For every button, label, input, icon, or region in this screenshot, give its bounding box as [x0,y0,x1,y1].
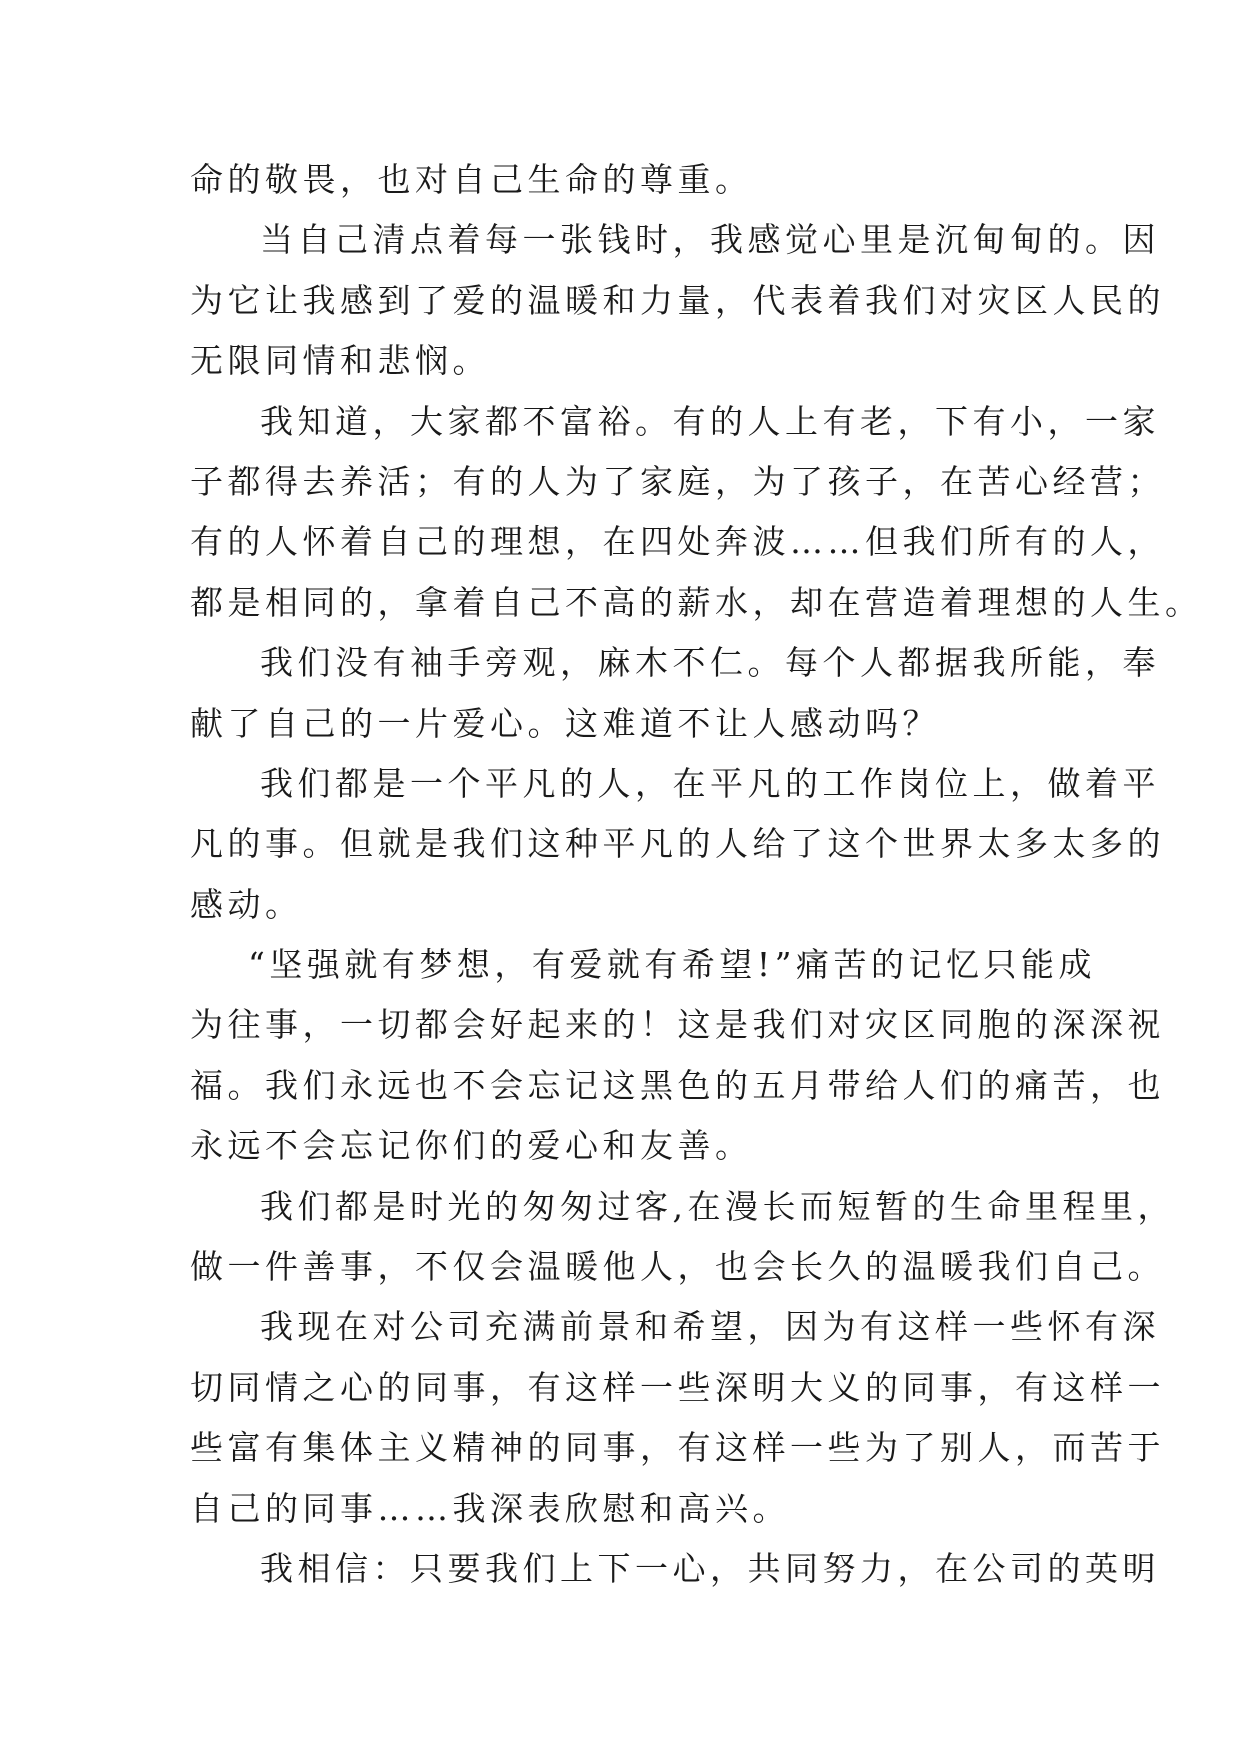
text-line: 我知道，大家都不富裕。有的人上有老，下有小，一家 [260,401,1160,441]
text-line: 当自己清点着每一张钱时，我感觉心里是沉甸甸的。因 [260,220,1160,260]
text-line: 我们都是时光的匆匆过客,在漫长而短暂的生命里程里， [260,1186,1175,1226]
text-line: “坚强就有梦想，有爱就有希望!”痛苦的记忆只能成 [248,945,1097,985]
text-line: 我们都是一个平凡的人，在平凡的工作岗位上，做着平 [260,763,1160,803]
text-line: 为往事，一切都会好起来的！这是我们对灾区同胞的深深祝 [190,1005,1165,1045]
text-line: 我相信：只要我们上下一心，共同努力，在公司的英明 [260,1548,1160,1588]
text-line: 切同情之心的同事，有这样一些深明大义的同事，有这样一 [190,1367,1165,1407]
document-body [190,150,1203,1599]
text-line: 自己的同事……我深表欣慰和高兴。 [190,1488,790,1528]
text-line: 都是相同的，拿着自己不高的薪水，却在营造着理想的人生。 [190,582,1203,622]
text-line: 些富有集体主义精神的同事，有这样一些为了别人，而苦于 [190,1428,1165,1468]
text-line: 我们没有袖手旁观，麻木不仁。每个人都据我所能，奉 [260,643,1160,683]
text-line: 为它让我感到了爱的温暖和力量，代表着我们对灾区人民的 [190,280,1165,320]
text-line: 无限同情和悲悯。 [190,341,490,381]
text-line: 献了自己的一片爱心。这难道不让人感动吗？ [190,703,940,743]
text-line: 凡的事。但就是我们这种平凡的人给了这个世界太多太多的 [190,824,1165,864]
document-page [190,150,1203,1599]
text-line: 福。我们永远也不会忘记这黑色的五月带给人们的痛苦，也 [190,1065,1165,1105]
text-line: 做一件善事，不仅会温暖他人，也会长久的温暖我们自己。 [190,1247,1165,1287]
text-line: 子都得去养活；有的人为了家庭，为了孩子，在苦心经营； [190,461,1165,501]
text-line: 永远不会忘记你们的爱心和友善。 [190,1126,753,1166]
text-line: 我现在对公司充满前景和希望，因为有这样一些怀有深 [260,1307,1160,1347]
text-line: 有的人怀着自己的理想，在四处奔波……但我们所有的人， [190,522,1165,562]
text-line: 命的敬畏，也对自己生命的尊重。 [190,160,753,199]
text-line: 感动。 [190,884,303,924]
